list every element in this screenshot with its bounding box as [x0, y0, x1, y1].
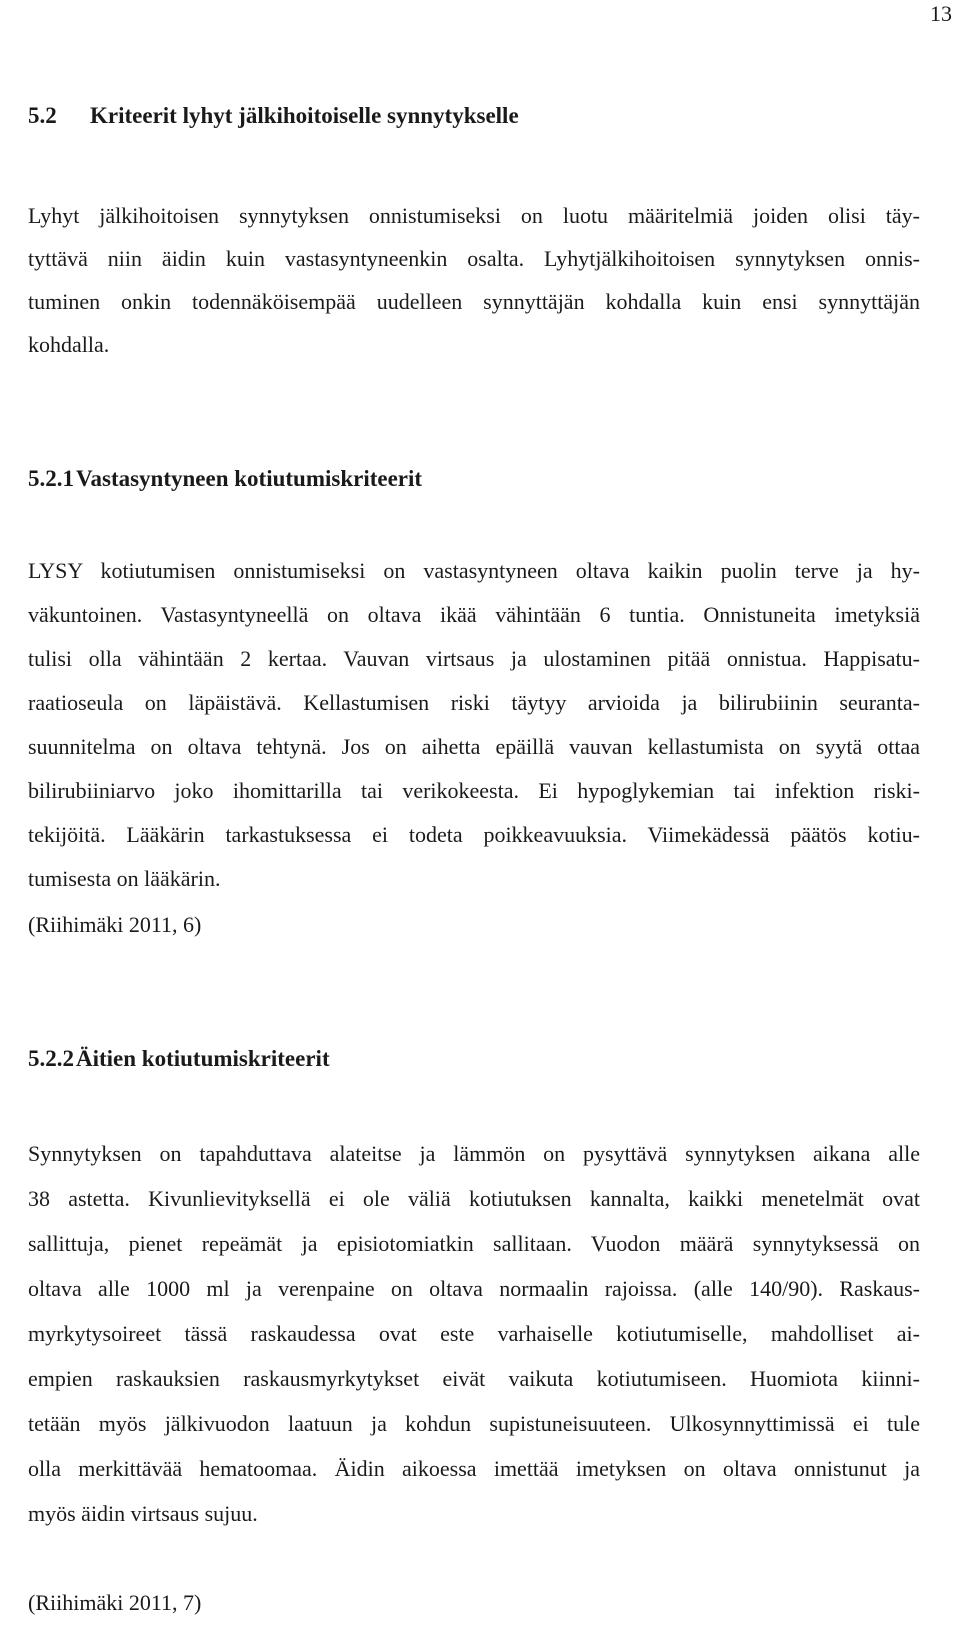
paragraph-line: myrkytysoireet tässä raskaudessa ovat este varhaiselle kotiutumiselle, mahdolliset ai- [28, 1321, 920, 1346]
paragraph-line: kohdalla. [28, 332, 110, 357]
section-number: 5.2.2 [28, 1046, 74, 1071]
paragraph-line: 38 astetta. Kivunlievityksellä ei ole väliä kotiutuksen kannalta, kaikki menetelmät ovat [28, 1186, 920, 1211]
section-title: Vastasyntyneen kotiutumiskriteerit [76, 466, 423, 491]
paragraph-line: bilirubiiniarvo joko ihomittarilla tai verikokeesta. Ei hypoglykemian tai infektion riski- [28, 778, 920, 803]
paragraph-line: tekijöitä. Lääkärin tarkastuksessa ei todeta poikkeavuuksia. Viimekädessä päätös kotiu- [28, 822, 920, 847]
paragraph-line: Lyhyt jälkihoitoisen synnytyksen onnistumiseksi on luotu määritelmiä joiden olisi täy- [28, 203, 920, 228]
paragraph-line: tetään myös jälkivuodon laatuun ja kohdun supistuneisuuteen. Ulkosynnyttimissä ei tule [28, 1411, 920, 1436]
paragraph-line: oltava alle 1000 ml ja verenpaine on oltava normaalin rajoissa. (alle 140/90). Raskaus- [28, 1276, 920, 1301]
section-5-2-1-paragraph [28, 549, 920, 901]
paragraph-line: tumisesta on lääkärin. [28, 866, 221, 891]
section-5-2-2-heading [28, 1046, 330, 1072]
section-5-2-paragraph [28, 194, 920, 366]
paragraph-line: suunnitelma on oltava tehtynä. Jos on aihetta epäillä vauvan kellastumista on syytä ottaa [28, 734, 920, 759]
section-5-2-heading [28, 103, 519, 129]
section-title: Äitien kotiutumiskriteerit [76, 1046, 330, 1071]
paragraph-line: LYSY kotiutumisen onnistumiseksi on vastasyntyneen oltava kaikin puolin terve ja hy- [28, 558, 920, 583]
section-number: 5.2.1 [28, 466, 74, 491]
paragraph-line: myös äidin virtsaus sujuu. [28, 1501, 258, 1526]
section-number: 5.2 [28, 103, 57, 128]
section-5-2-1-heading [28, 466, 422, 492]
paragraph-line: sallittuja, pienet repeämät ja episiotomiatkin sallitaan. Vuodon määrä synnytyksessä on [28, 1231, 920, 1256]
section-5-2-2-paragraph [28, 1131, 920, 1536]
paragraph-line: empien raskauksien raskausmyrkytykset eivät vaikuta kotiutumiseen. Huomiota kiinni- [28, 1366, 920, 1391]
paragraph-line: tulisi olla vähintään 2 kertaa. Vauvan virtsaus ja ulostaminen pitää onnistua. Happisatu- [28, 646, 920, 671]
paragraph-line: raatioseula on läpäistävä. Kellastumisen riski täytyy arvioida ja bilirubiinin seuranta- [28, 690, 920, 715]
citation: (Riihimäki 2011, 6) [28, 912, 202, 937]
citation: (Riihimäki 2011, 7) [28, 1590, 202, 1615]
paragraph-line: olla merkittävää hematoomaa. Äidin aikoessa imettää imetyksen on oltava onnistunut ja [28, 1456, 920, 1481]
paragraph-line: tyttävä niin äidin kuin vastasyntyneenkin osalta. Lyhytjälkihoitoisen synnytyksen onnis- [28, 246, 920, 271]
page-number: 13 [930, 1, 952, 26]
paragraph-line: väkuntoinen. Vastasyntyneellä on oltava ikää vähintään 6 tuntia. Onnistuneita imetyksiä [28, 602, 920, 627]
paragraph-line: Synnytyksen on tapahduttava alateitse ja lämmön on pysyttävä synnytyksen aikana alle [28, 1141, 920, 1166]
section-title: Kriteerit lyhyt jälkihoitoiselle synnytykselle [90, 103, 519, 128]
paragraph-line: tuminen onkin todennäköisempää uudelleen synnyttäjän kohdalla kuin ensi synnyttäjän [28, 289, 920, 314]
